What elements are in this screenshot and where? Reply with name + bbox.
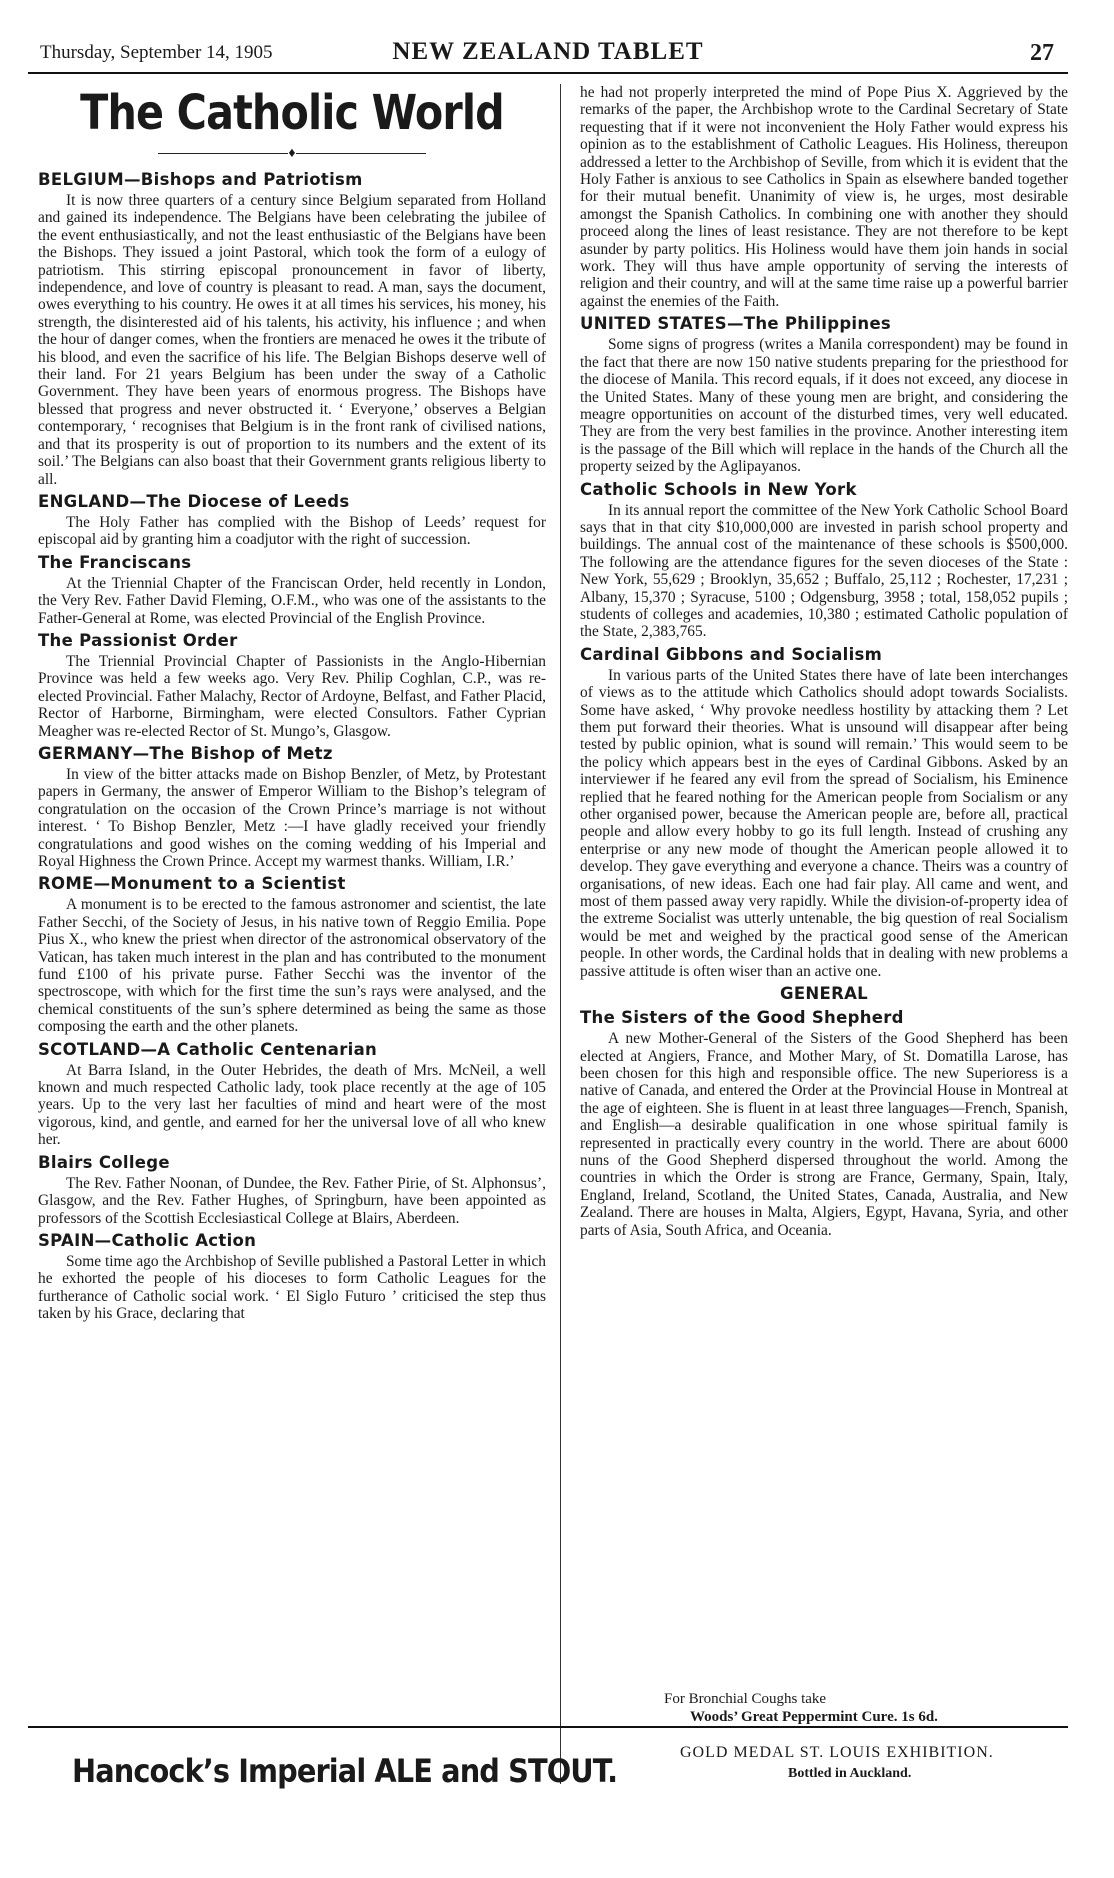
left-column — [38, 84, 546, 1784]
diamond-icon: ♦ — [288, 146, 296, 161]
article-heading: UNITED STATES—The Philippines — [580, 314, 892, 334]
masthead — [28, 36, 1068, 74]
article-heading: ENGLAND—The Diocese of Leeds — [38, 491, 350, 511]
article-body: A monument is to be erected to the famous astronomer and scientist, the late Father Secchi, of the Society of Jesus, in his native town of Reggio Emilia. Pope Pius X., who knew the priest when director of the astronomical observatory of the Vatican, has taken much interest in the plan and has contributed to the monument fund £100 of his private purse. Father Secchi was the inventor of the spectroscope, with which for the first time the sun’s rays were analysed, and the chemical constituents of the sun’s sphere determined as being the same as those composing the earth and the other planets. — [38, 896, 546, 1036]
bottling-notice: Bottled in Auckland. — [788, 1766, 912, 1781]
article-heading: ROME—Monument to a Scientist — [38, 874, 346, 894]
left_column-article — [38, 170, 546, 488]
left_column-article — [38, 1153, 546, 1227]
left_column-article — [38, 492, 546, 549]
right_column-article — [580, 314, 1068, 475]
article-heading: GERMANY—The Bishop of Metz — [38, 743, 333, 763]
right-column — [580, 84, 1068, 1784]
left_column-article — [38, 1040, 546, 1149]
right_column-article — [580, 84, 1068, 310]
page-number: 27 — [1030, 40, 1054, 66]
left-articles — [38, 170, 546, 1323]
article-body: Some time ago the Archbishop of Seville published a Pastoral Letter in which he exhorted the people of his dioceses to form Catholic Leagues for the furtherance of Catholic social work. ‘ El Siglo Futuro ’ criticised the step thus taken by his Grace, declaring that — [38, 1252, 546, 1323]
publication-title: NEW ZEALAND TABLET — [392, 38, 704, 65]
article-body: The Holy Father has complied with the Bishop of Leeds’ request for episcopal aid by granting him a coadjutor with the right of succession. — [38, 513, 546, 549]
ale-advertisement: Hancock’s Imperial ALE and STOUT. — [72, 1752, 618, 1790]
article-body: he had not properly interpreted the mind of Pope Pius X. Aggrieved by the remarks of the paper, the Archbishop wrote to the Cardinal Secretary of State requesting that if it were not inconvenient the Holy Father would express his opinion as to the establishment of Catholic Leagues. His Holiness, thereupon addressed a letter to the Archbishop of Seville, from which it is evident that the Holy Father is anxious to see Catholics in Spain as elsewhere banded together for their mutual benefit. Unanimity of view is, he urges, most desirable amongst the Spanish Catholics. In combining one with another they should proceed along the lines of least resistance. They are not therefore to be kept asunder by party politics. His Holiness would have them join hands in social work. They will thus have ample opportunity of serving the interests of religion and their country, and will at the same time raise up a powerful barrier against the enemies of the Faith. — [580, 84, 1068, 310]
article-body: It is now three quarters of a century since Belgium separated from Holland and gained its independence. The Belgians have been celebrating the jubilee of the event enthusiastically, and not the least enthusiastic of the Belgians have been the Bishops. They issued a joint Pastoral, which took the form of a eulogy of patriotism. This stirring episcopal pronouncement in favor of liberty, independence, and love of country is pleasant to read. A man, says the document, owes everything to his country. He owes it at all times his services, his money, his strength, the disinterested aid of his talents, his activity, his influence ; and when the hour of danger comes, when the frontiers are menaced he owes it the tribute of his blood, and even the sacrifice of his life. The Belgian Bishops deserve well of their land. For 21 years Belgium has been under the sway of a Catholic Government. They have been years of enormous progress. The Bishops have blessed that progress and never obstructed it. ‘ Everyone,’ observes a Belgian contemporary, ‘ recognises that Belgium is in the front rank of civilised nations, and that its prosperity is out of proportion to its numbers and the extent of its soil.’ The Belgians can also boast that their Government grants religious liberty to all. — [38, 192, 546, 488]
article-body: At Barra Island, in the Outer Hebrides, the death of Mrs. McNeil, a well known and much respected Catholic lady, took place recently at the age of 105 years. Up to the very last her faculties of mind and heart were of the most vigorous, kind, and gentle, and earned for her the universal love of all who knew her. — [38, 1061, 546, 1149]
article-heading: The Sisters of the Good Shepherd — [580, 1008, 904, 1028]
right_column-article — [580, 984, 1068, 1004]
newspaper-page — [28, 36, 1068, 1856]
article-heading: Cardinal Gibbons and Socialism — [580, 644, 883, 664]
left_column-article — [38, 744, 546, 870]
article-body: The Triennial Provincial Chapter of Passionists in the Anglo-Hibernian Province was held a few weeks ago. Very Rev. Philip Coghlan, C.P., was re-elected Provincial. Father Malachy, Rector of Ardoyne, Belfast, and Father Placid, Rector of Harborne, Birmingham, were elected Consultors. Father Cyprian Meagher was re-elected Rector of St. Mungo’s, Glasgow. — [38, 652, 546, 740]
cough-cure-notice — [664, 1690, 938, 1726]
right-articles — [580, 84, 1068, 1239]
article-heading: BELGIUM—Bishops and Patriotism — [38, 170, 363, 189]
article-heading: Catholic Schools in New York — [580, 479, 857, 499]
ornament-divider — [38, 144, 546, 164]
article-heading: SPAIN—Catholic Action — [38, 1230, 257, 1250]
article-body: The Rev. Father Noonan, of Dundee, the Rev. Father Pirie, of St. Alphonsus’, Glasgow, and the Rev. Father Hughes, of Springburn, have been appointed as professors of the Scottish Ecclesiastical College at Blairs, Aberdeen. — [38, 1174, 546, 1227]
left_column-article — [38, 874, 546, 1035]
advertisement-banner — [28, 1726, 1068, 1836]
notice-line-1: For Bronchial Coughs take — [664, 1691, 827, 1707]
article-heading: The Franciscans — [38, 552, 192, 572]
left_column-article — [38, 553, 546, 627]
issue-date: Thursday, September 14, 1905 — [40, 42, 273, 63]
article-body: In various parts of the United States there have of late been interchanges of views as to the attitude which Catholics should adopt towards Socialists. Some have asked, ‘ Why provoke needless hostility by attacking them ? Let them put forward their theories. What is unsound will disappear after being tested by public opinion, what is sound will remain.’ This would seem to be the policy which appears best in the eyes of Cardinal Gibbons. Asked by an interviewer if he feared any evil from the spread of Socialism, his Eminence replied that he feared nothing for the American people from Socialism or any other organised power, because the American people are, before all, practical people and allow every hobby to go its full length. Instead of crushing any enterprise or any new mode of thought the American people allowed it to develop. They gave everything and everyone a chance. Theirs was a country of organisations, of new ideas. Each one had fair play. All came and went, and most of them passed away very rapidly. While the division-of-property idea of the extreme Socialist was utterly untenable, the big question of real Socialism would be met and weighed by the practical good sense of the American people. In other words, the Cardinal holds that in dealing with new problems a passive attitude is often wiser than an active one. — [580, 666, 1068, 980]
article-heading: GENERAL — [780, 984, 868, 1004]
column-divider — [560, 84, 561, 1784]
notice-line-2: Woods’ Great Peppermint Cure. 1s 6d. — [690, 1709, 938, 1725]
medal-notice: GOLD MEDAL ST. LOUIS EXHIBITION. — [680, 1744, 994, 1761]
article-body: A new Mother-General of the Sisters of the Good Shepherd has been elected at Angiers, France, and Mother Mary, of St. Domatilla Larose, has been chosen for this high and responsible office. The new Superioress is a native of Canada, and entered the Order at the Provincial House in Montreal at the age of eighteen. She is fluent in at least three languages—French, Spanish, and English—a desirable qualification in one whose spiritual family is represented in practically every country in the world. There are about 6000 nuns of the Good Shepherd dispersed throughout the world. Among the countries in which the Order is strong are France, Germany, Spain, Italy, England, Ireland, Scotland, the United States, Canada, Australia, and New Zealand. There are houses in Malta, Algiers, Egypt, Havana, Syria, and other parts of Asia, South Africa, and Oceania. — [580, 1030, 1068, 1239]
left_column-article — [38, 631, 546, 740]
article-body: Some signs of progress (writes a Manila correspondent) may be found in the fact that there are now 150 native students preparing for the priesthood for the diocese of Manila. This record equals, if it does not exceed, any diocese in the United States. Many of these young men are bright, and considering the meagre opportunities on account of the disturbed times, very well educated. They are from the very best families in the province. Another interesting item is the passage of the Bill which will replace in the hands of the Church all the property seized by the Aglipayanos. — [580, 336, 1068, 476]
right_column-article — [580, 1008, 1068, 1239]
left_column-article — [38, 1231, 546, 1323]
article-heading: Blairs College — [38, 1152, 170, 1172]
article-body: In view of the bitter attacks made on Bishop Benzler, of Metz, by Protestant papers in Germany, the answer of Emperor William to the Bishop’s telegram of congratulation on the occasion of the Crown Prince’s marriage is not without interest. ‘ To Bishop Benzler, Metz :—I have gladly received your friendly congratulations and good wishes on the coming wedding of his Imperial and Royal Highness the Crown Prince. Accept my warmest thanks. William, I.R.’ — [38, 765, 546, 870]
section-title: The Catholic World — [80, 85, 504, 141]
article-body: At the Triennial Chapter of the Franciscan Order, held recently in London, the Very Rev. Father David Fleming, O.F.M., who was one of the assistants to the Father-General at Rome, was elected Provincial of the English Province. — [38, 574, 546, 627]
article-heading: The Passionist Order — [38, 630, 238, 650]
right_column-article — [580, 645, 1068, 980]
right_column-article — [580, 480, 1068, 641]
ad-divider — [28, 1726, 1068, 1728]
article-heading: SCOTLAND—A Catholic Centenarian — [38, 1039, 378, 1059]
article-body: In its annual report the committee of the New York Catholic School Board says that in that city $10,000,000 are invested in parish school property and buildings. The annual cost of the maintenance of these schools is $500,000. The following are the attendance figures for the seven dioceses of the State : New York, 55,629 ; Brooklyn, 35,652 ; Buffalo, 25,112 ; Rochester, 17,231 ; Albany, 15,370 ; Syracuse, 5100 ; Odgensburg, 3958 ; total, 158,052 pupils ; students of colleges and academies, 10,380 ; estimated Catholic population of the State, 2,383,765. — [580, 501, 1068, 641]
